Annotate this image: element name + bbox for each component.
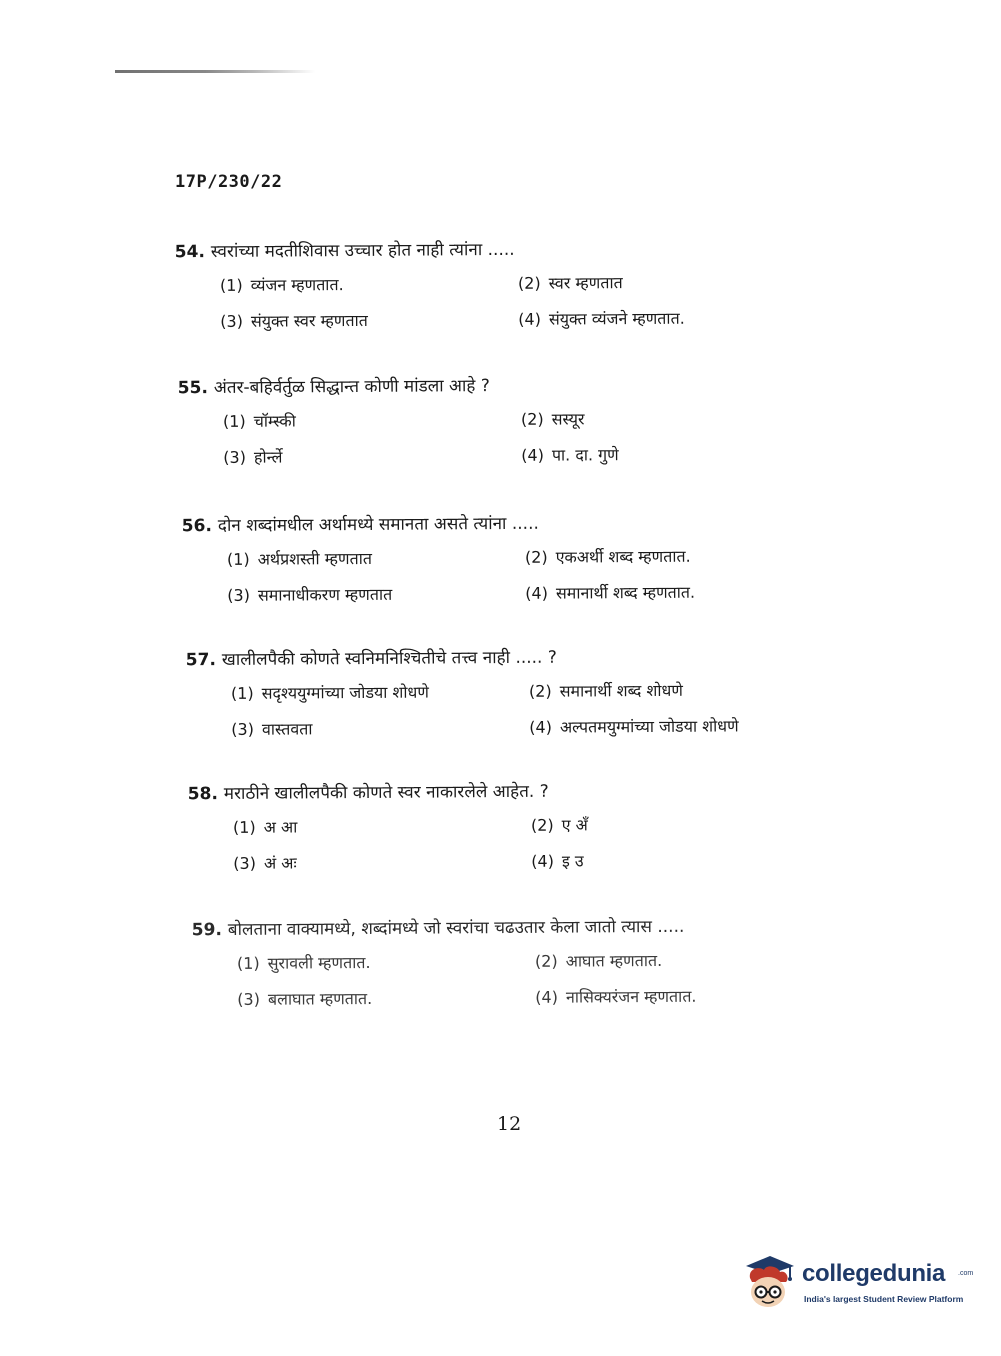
option-4: (4) अल्पतमयुग्मांच्या जोडया शोधणे — [529, 716, 739, 737]
option-4: (4) समानार्थी शब्द म्हणतात. — [525, 582, 696, 603]
question-text-line — [182, 510, 822, 538]
options-grid — [237, 948, 832, 1012]
question-number: 59. — [191, 920, 222, 941]
options-grid — [233, 812, 828, 876]
paper-code: 17P/230/22 — [175, 172, 283, 192]
question-text-line — [188, 778, 828, 806]
question-text: मराठीने खालीलपैकी कोणते स्वर नाकारलेले आहेत. ? — [223, 781, 549, 804]
option-3: (3) संयुक्त स्वर म्हणतात — [220, 310, 368, 331]
option-1: (1) सुरावली म्हणतात. — [236, 952, 371, 973]
student-mascot-icon — [740, 1252, 798, 1314]
question-54 — [175, 236, 816, 334]
question-text-line — [178, 372, 818, 400]
question-text-line — [175, 236, 815, 264]
question-text: दोन शब्दांमधील अर्थामध्ये समानता असते त्यांना ..... — [217, 513, 539, 536]
option-4: (4) संयुक्त व्यंजने म्हणतात. — [518, 308, 685, 329]
brand-tld: .com — [958, 1270, 974, 1277]
question-text: अंतर-बहिर्वर्तुळ सिद्धान्त कोणी मांडला आहे ? — [213, 376, 490, 398]
option-1: (1) चॉम्स्की — [222, 411, 296, 431]
option-2: (2) एकअर्थी शब्द म्हणतात. — [524, 546, 691, 567]
question-56 — [182, 510, 823, 608]
question-58 — [188, 778, 829, 876]
question-number: 56. — [181, 516, 212, 537]
option-3: (3) वास्तवता — [231, 719, 313, 739]
options-grid — [227, 544, 822, 608]
option-4: (4) नासिक्यरंजन म्हणतात. — [535, 986, 697, 1007]
page-number: 12 — [497, 1113, 522, 1135]
scan-artifact — [115, 70, 315, 73]
question-number: 55. — [177, 378, 208, 399]
question-57 — [186, 644, 827, 742]
question-text: स्वरांच्या मदतीशिवास उच्चार होत नाही त्यांना ..... — [210, 239, 515, 262]
question-text: खालीलपैकी कोणते स्वनिमनिश्चितीचे तत्त्व नाही ..... ? — [221, 647, 557, 670]
question-text-line — [186, 644, 826, 672]
options-grid — [231, 678, 826, 742]
option-3: (3) होर्न्ले — [223, 447, 283, 467]
question-number: 57. — [185, 650, 216, 671]
option-3: (3) समानाधीकरण म्हणतात — [227, 584, 393, 605]
option-4: (4) पा. दा. गुणे — [521, 445, 619, 465]
options-grid — [223, 406, 818, 470]
option-4: (4) इ उ — [531, 851, 584, 871]
question-55 — [178, 372, 819, 470]
options-grid — [220, 270, 815, 334]
question-number: 54. — [174, 242, 205, 263]
option-2: (2) समानार्थी शब्द शोधणे — [528, 680, 683, 701]
question-text-line — [192, 914, 832, 942]
question-number: 58. — [187, 784, 218, 805]
option-2: (2) ए अँ — [530, 815, 588, 835]
option-2: (2) आघात म्हणतात. — [534, 950, 663, 971]
option-1: (1) सदृश्ययुग्मांच्या जोडया शोधणे — [230, 682, 429, 703]
option-1: (1) अ आ — [232, 817, 298, 837]
option-3: (3) बलाघात म्हणतात. — [237, 988, 373, 1009]
brand-name: collegedunia — [802, 1260, 946, 1287]
option-2: (2) स्वर म्हणतात — [517, 273, 623, 293]
question-59 — [192, 914, 833, 1012]
option-1: (1) अर्थप्रशस्ती म्हणतात — [226, 548, 373, 569]
brand-tagline: India's largest Student Review Platform — [804, 1294, 964, 1304]
option-2: (2) सस्यूर — [520, 409, 585, 429]
option-3: (3) अं अः — [233, 853, 297, 873]
option-1: (1) व्यंजन म्हणतात. — [219, 275, 344, 295]
collegedunia-watermark — [740, 1250, 980, 1320]
question-text: बोलताना वाक्यामध्ये, शब्दांमध्ये जो स्वरांचा चढउतार केला जातो त्यास ..... — [227, 916, 685, 940]
